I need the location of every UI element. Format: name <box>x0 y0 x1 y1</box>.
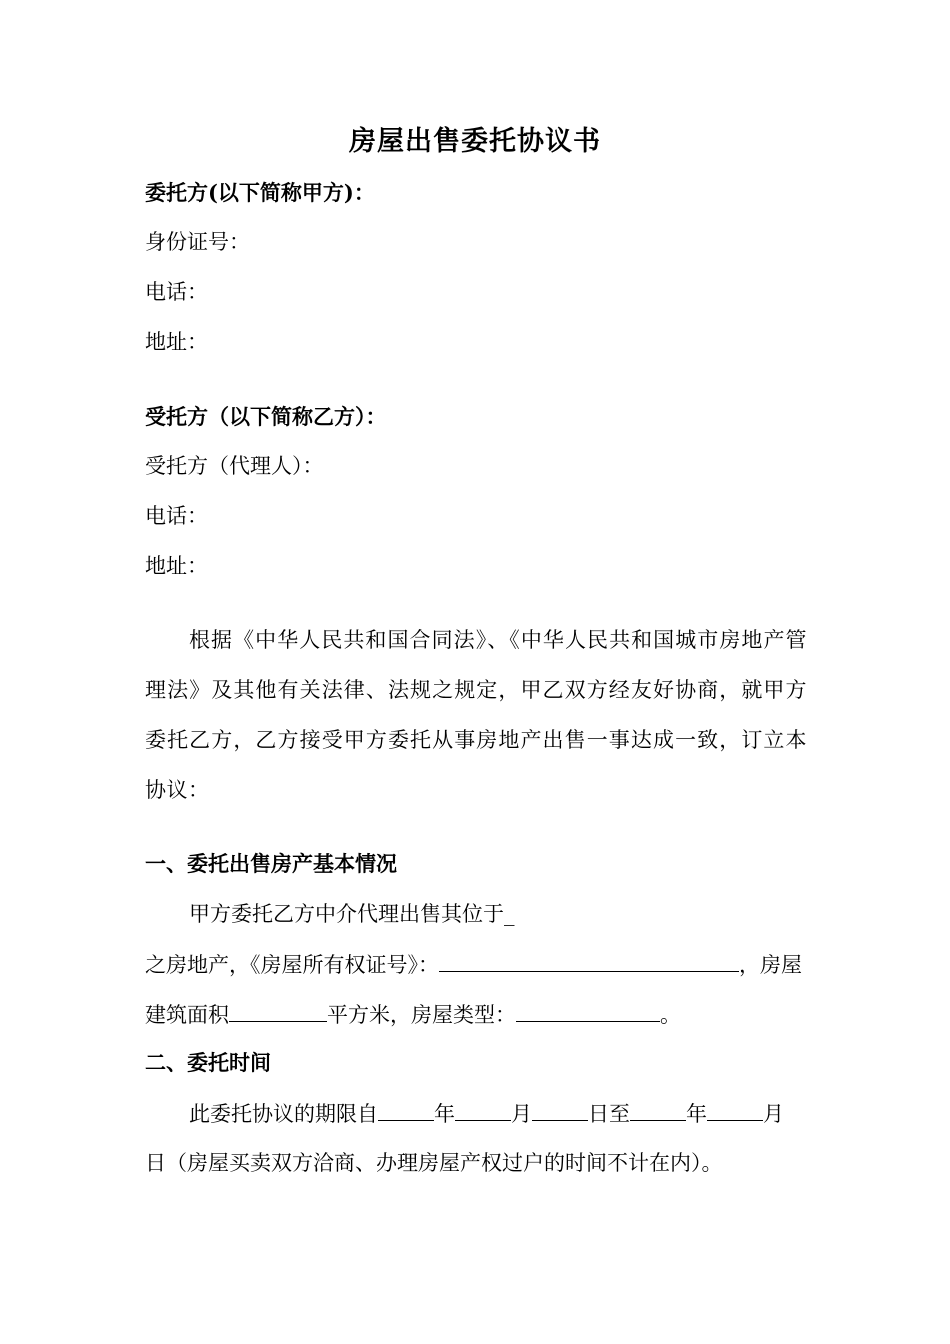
party-b-agent-label: 受托方（代理人）： <box>145 454 324 478</box>
party-a-id-label: 身份证号： <box>145 230 250 254</box>
section1-line3 <box>145 999 681 1030</box>
house-type-blank[interactable] <box>516 999 660 1022</box>
party-b-phone-label: 电话： <box>145 504 208 528</box>
end-month-blank[interactable] <box>707 1098 763 1121</box>
party-a-phone-label: 电话： <box>145 280 208 304</box>
section2-line1 <box>189 1098 784 1129</box>
section2-line1-prefix: 此委托协议的期限自 <box>189 1102 378 1126</box>
preamble-paragraph: 根据《中华人民共和国合同法》、《中华人民共和国城市房地产管理法》及其他有关法律、法规之规定，甲乙双方经友好协商，就甲方委托乙方，乙方接受甲方委托从事房地产出售一事达成一致，订立本协议： <box>145 628 807 802</box>
party-b-heading: 受托方（以下简称乙方）： <box>145 404 387 429</box>
start-month-label: 月 <box>511 1102 532 1126</box>
party-a-heading: 委托方(以下简称甲方)： <box>145 180 375 205</box>
section1-line2-suffix: ，房屋 <box>739 953 802 977</box>
start-year-label: 年 <box>434 1102 455 1126</box>
section1-line2-prefix: 之房地产，《房屋所有权证号》： <box>145 953 439 977</box>
start-month-blank[interactable] <box>455 1098 511 1121</box>
start-day-blank[interactable] <box>532 1098 588 1121</box>
document-title: 房屋出售委托协议书 <box>349 126 601 157</box>
certificate-number-blank[interactable] <box>439 949 739 972</box>
day-to-label: 日至 <box>588 1102 630 1126</box>
section2-heading: 二、委托时间 <box>145 1050 271 1075</box>
party-a-address-label: 地址： <box>145 330 208 354</box>
end-year-blank[interactable] <box>630 1098 686 1121</box>
section1-heading: 一、委托出售房产基本情况 <box>145 851 397 876</box>
end-year-label: 年 <box>686 1102 707 1126</box>
section1-line1: 甲方委托乙方中介代理出售其位于_ <box>189 902 515 926</box>
section2-line2: 日（房屋买卖双方洽商、办理房屋产权过户的时间不计在内）。 <box>145 1151 723 1175</box>
area-blank[interactable] <box>229 999 327 1022</box>
section1-line2 <box>145 949 802 980</box>
section1-line3-mid: 平方米，房屋类型： <box>327 1003 516 1027</box>
start-year-blank[interactable] <box>378 1098 434 1121</box>
end-month-label: 月 <box>763 1102 784 1126</box>
party-b-address-label: 地址： <box>145 554 208 578</box>
section1-line3-suffix: 。 <box>660 1003 681 1027</box>
section1-line3-prefix: 建筑面积 <box>145 1003 229 1027</box>
